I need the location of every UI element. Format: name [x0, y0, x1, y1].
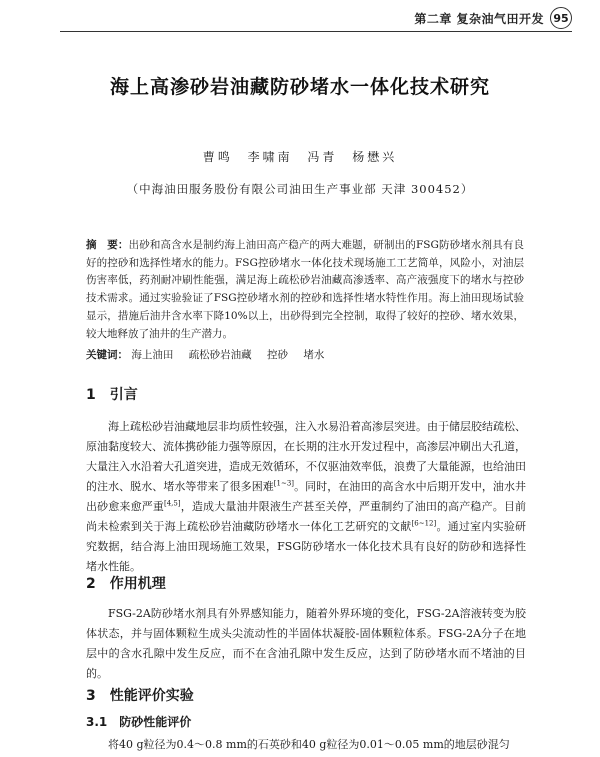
header-rule: [60, 31, 572, 32]
abstract-label: 摘 要：: [86, 239, 129, 251]
abstract: [86, 237, 524, 343]
mechanism-text: FSG-2A防砂堵水剂具有外界感知能力，随着外界环境的变化，FSG-2A溶液转变为胶体状态，并与固体颗粒生成头尖流动性的半固体状凝胶-固体颗粒体系。FSG-2A分子在地层中的含水孔隙中发生反应，而不在含油孔隙中发生反应，达到了防砂堵水而不堵油的目的。: [86, 607, 526, 680]
subsection-number: 3.1: [86, 715, 108, 729]
citation: [1~3]: [273, 479, 295, 488]
keyword-item: 控砂: [267, 349, 289, 361]
section-title: 引言: [109, 387, 138, 403]
intro-text-3: ，造成大量油井限液生产甚至关停，严重制约了油田的高产稳产。目前尚未检索到关于海上疏松砂岩油藏防砂堵水一体化工艺研究的文献: [86, 500, 527, 533]
intro-text-1: 海上疏松砂岩油藏地层非均质性较强，注入水易沿着高渗层突进。由于储层胶结疏松、原油黏度较大、流体携砂能力强等原因，在长期的注水开发过程中，高渗层冲刷出大孔道，大量注入水沿着大孔道突进，造成无效循环，不仅驱油效率低，浪费了大量能源，也给油田的注水、脱水、堵水等带来了很多困难: [86, 420, 526, 493]
keyword-item: 疏松砂岩油藏: [188, 349, 252, 361]
running-header: [372, 8, 572, 28]
mechanism-paragraph: [86, 604, 526, 684]
section-number: 2: [86, 576, 96, 592]
keyword-item: 堵水: [303, 349, 325, 361]
paper-title: 海上高渗砂岩油藏防砂堵水一体化技术研究: [109, 76, 490, 98]
section-title: 性能评价实验: [109, 688, 194, 704]
citation: [6~12]: [411, 519, 437, 528]
affiliation: （中海油田服务股份有限公司油田生产事业部 天津 300452）: [126, 182, 474, 196]
section-heading-mechanism: [86, 573, 166, 593]
citation: [4,5]: [164, 499, 181, 508]
section-title: 作用机理: [109, 576, 166, 592]
introduction-paragraph: [86, 417, 526, 577]
section-number: 3: [86, 688, 96, 704]
authors: 曹鸣 李啸南 冯青 杨懋兴: [202, 150, 398, 164]
section-number: 1: [86, 387, 96, 403]
intro-text-2: 。同时，在油田的高含水中后期开发中，油水井出砂愈来愈严重: [86, 480, 527, 513]
subsection-title: 防砂性能评价: [119, 715, 192, 729]
chapter-title: 第二章 复杂油气田开发: [414, 11, 544, 26]
page-number: 95: [550, 7, 572, 29]
keywords: [86, 347, 524, 364]
intro-text-4: 。通过室内实验研究数据，结合海上油田现场施工效果，FSG防砂堵水一体化技术具有良好的防砂和选择性堵水性能。: [86, 520, 527, 573]
section-heading-introduction: [86, 384, 138, 404]
section-heading-evaluation: [86, 685, 194, 705]
keywords-label: 关键词：: [86, 349, 128, 361]
keyword-item: 海上油田: [131, 349, 174, 361]
subsection-heading: [86, 713, 191, 730]
evaluation-paragraph: [86, 735, 526, 755]
abstract-text: 出砂和高含水是制约海上油田高产稳产的两大难题，研制出的FSG防砂堵水剂具有良好的控砂和选择性堵水的能力。FSG控砂堵水一体化技术现场施工工艺简单，风险小，对油层伤害率低，药剂耐冲刷性能强，满足海上疏松砂岩油藏高渗透率、高产液强度下的堵水与控砂技术需求。通过实验验证了FSG控砂堵水剂的控砂和选择性堵水特性作用。海上油田现场试验显示，措施后油井含水率下降10%以上，出砂得到完全控制，取得了较好的控砂、堵水效果，较大地释放了油井的生产潜力。: [86, 239, 524, 340]
evaluation-text: 将40 g粒径为0.4～0.8 mm的石英砂和40 g粒径为0.01～0.05 mm的地层砂混匀: [108, 738, 510, 751]
